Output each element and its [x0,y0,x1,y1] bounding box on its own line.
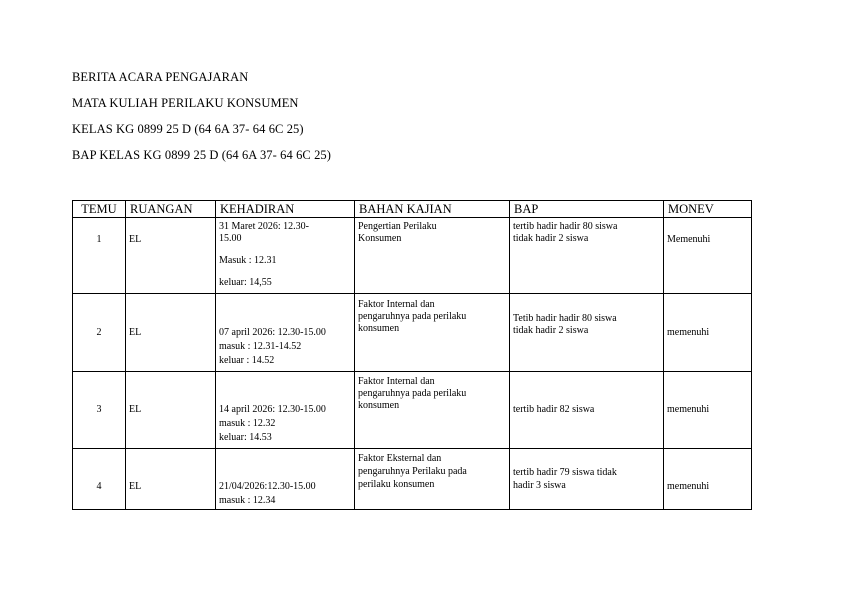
bap-line: Tetib hadir hadir 80 siswa [513,313,617,324]
ruangan-value: EL [129,481,142,492]
cell-bap [510,372,664,449]
bap-line: tertib hadir 79 siswa tidak [513,467,617,478]
cell-ruangan [126,449,216,510]
document-title: BERITA ACARA PENGAJARAN [72,70,249,84]
cell-bap [510,449,664,510]
bahan-line: konsumen [358,400,400,411]
monev-value: memenuhi [667,327,710,338]
cell-temu [73,372,126,449]
temu-value: 3 [96,404,102,415]
cell-ruangan [126,372,216,449]
cell-bap [510,218,664,294]
kehadiran-line: 31 Maret 2026: 12.30- [219,221,309,232]
cell-bahan-kajian [355,449,510,510]
ruangan-value: EL [129,404,142,415]
ruangan-value: EL [129,327,142,338]
kehadiran-line: keluar: 14.53 [219,432,272,443]
cell-bap [510,294,664,372]
bahan-line: pengaruhnya pada perilaku [358,311,467,322]
table-row [73,218,752,294]
cell-kehadiran [216,449,355,510]
bap-line: tidak hadir 2 siswa [513,233,589,244]
cell-monev [664,218,752,294]
cell-kehadiran [216,218,355,294]
bahan-line: konsumen [358,323,400,334]
column-header-monev: MONEV [664,201,752,218]
monev-value: memenuhi [667,404,710,415]
column-header-ruangan: RUANGAN [126,201,216,218]
column-header-temu: TEMU [73,201,126,218]
cell-ruangan [126,294,216,372]
column-header-kehadiran: KEHADIRAN [216,201,355,218]
temu-value: 1 [96,234,102,245]
bahan-line: Faktor Internal dan [358,299,435,310]
kehadiran-line: keluar : 14.52 [219,355,275,366]
cell-temu [73,218,126,294]
ruangan-value: EL [129,234,142,245]
table-row [73,372,752,449]
monev-value: Memenuhi [667,234,711,245]
bahan-line: pengaruhnya pada perilaku [358,388,467,399]
monev-value: memenuhi [667,481,710,492]
temu-value: 2 [96,327,102,338]
bahan-line: perilaku konsumen [358,479,435,490]
table-row [73,294,752,372]
cell-ruangan [126,218,216,294]
cell-monev [664,372,752,449]
bap-line: tertib hadir 82 siswa [513,404,595,415]
bahan-line: Faktor Internal dan [358,376,435,387]
column-header-bahan-kajian: BAHAN KAJIAN [355,201,510,218]
course-name: MATA KULIAH PERILAKU KONSUMEN [72,96,299,110]
cell-monev [664,449,752,510]
cell-bahan-kajian [355,294,510,372]
table-header-row [73,201,752,218]
cell-bahan-kajian [355,372,510,449]
column-header-bap: BAP [510,201,664,218]
kehadiran-line: keluar: 14,55 [219,277,272,288]
kehadiran-line: 15.00 [219,233,242,244]
bahan-line: Pengertian Perilaku [358,221,437,232]
cell-temu [73,294,126,372]
kehadiran-line: 21/04/2026:12.30-15.00 [219,481,316,492]
bap-class-code: BAP KELAS KG 0899 25 D (64 6A 37- 64 6C 25) [72,148,332,162]
cell-monev [664,294,752,372]
bap-line: tidak hadir 2 siswa [513,325,589,336]
table-row [73,449,752,510]
attendance-table [72,200,752,510]
kehadiran-line: 14 april 2026: 12.30-15.00 [219,404,326,415]
kehadiran-line: masuk : 12.34 [219,495,276,506]
bahan-line: Konsumen [358,233,402,244]
kehadiran-line: Masuk : 12.31 [219,255,277,266]
bahan-line: pengaruhnya Perilaku pada [358,466,467,477]
cell-kehadiran [216,294,355,372]
kehadiran-line: masuk : 12.32 [219,418,276,429]
class-code: KELAS KG 0899 25 D (64 6A 37- 64 6C 25) [72,122,304,136]
kehadiran-line: masuk : 12.31-14.52 [219,341,302,352]
temu-value: 4 [96,481,102,492]
bahan-line: Faktor Eksternal dan [358,453,442,464]
bap-line: hadir 3 siswa [513,480,566,491]
bap-line: tertib hadir hadir 80 siswa [513,221,618,232]
cell-temu [73,449,126,510]
cell-bahan-kajian [355,218,510,294]
kehadiran-line: 07 april 2026: 12.30-15.00 [219,327,326,338]
cell-kehadiran [216,372,355,449]
